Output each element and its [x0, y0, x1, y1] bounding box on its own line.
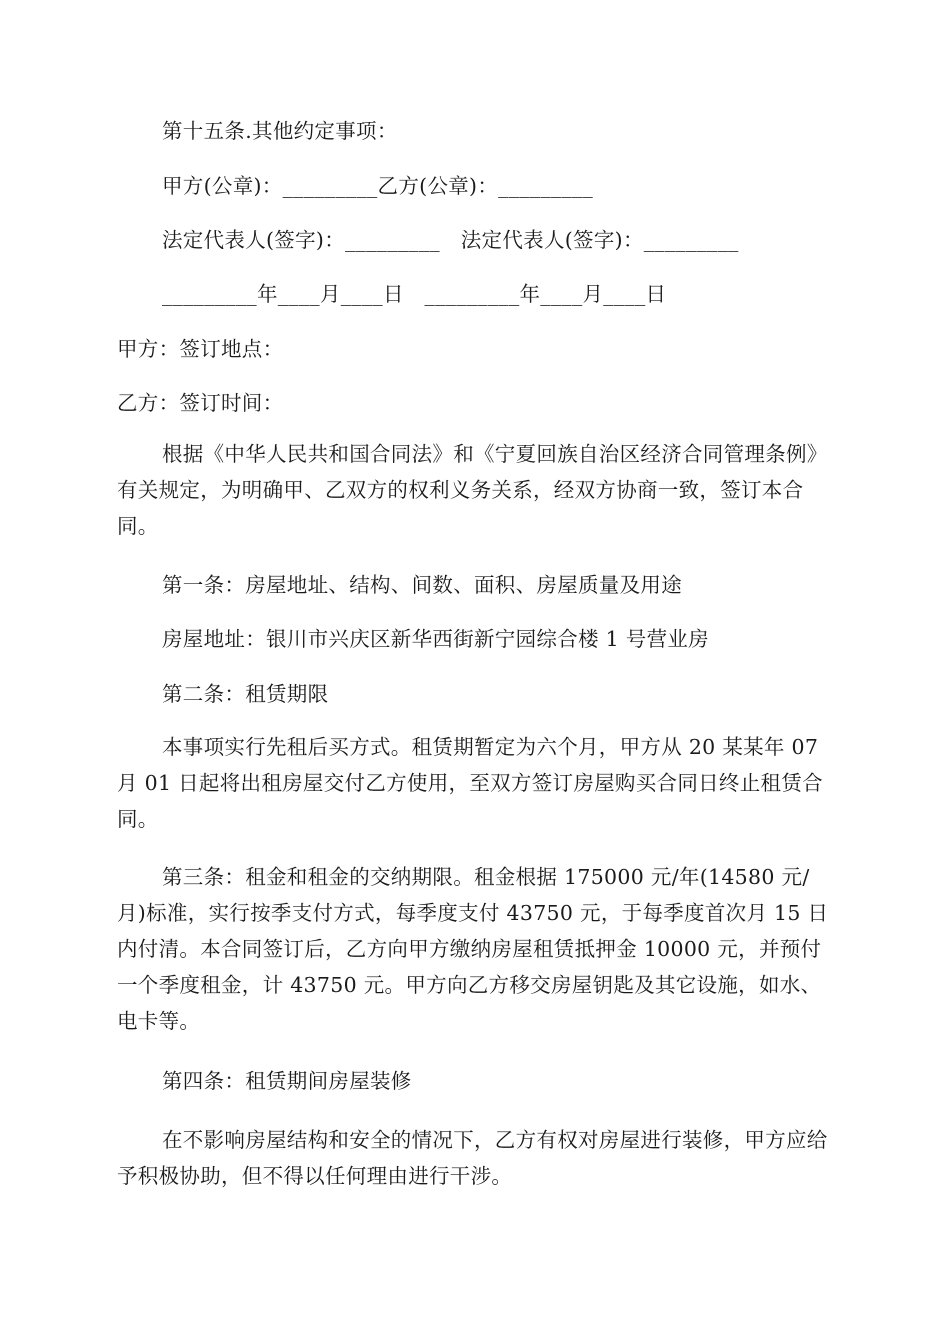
representative-signature-line: 法定代表人(签字)：_________ 法定代表人(签字)：_________: [162, 228, 739, 252]
party-b-signing-time: 乙方：签订时间：: [117, 391, 284, 415]
clause-4-heading: 第四条：租赁期间房屋装修: [162, 1069, 412, 1093]
clause-2-body: 本事项实行先租后买方式。租赁期暂定为六个月，甲方从 20 某某年 07 月 01 日起将出租房屋交付乙方使用，至双方签订房屋购买合同日终止租赁合同。: [117, 735, 823, 831]
property-address: 房屋地址：银川市兴庆区新华西街新宁园综合楼 1 号营业房: [162, 627, 709, 651]
clause-4-body: 在不影响房屋结构和安全的情况下，乙方有权对房屋进行装修，甲方应给予积极协助，但不得以任何理由进行干涉。: [117, 1128, 828, 1188]
clause-2-heading: 第二条：租赁期限: [162, 682, 329, 706]
clause-15-heading: 第十五条.其他约定事项：: [162, 119, 398, 143]
date-line: _________年____月____日 _________年____月____日: [162, 282, 667, 306]
clause-3-body: 第三条：租金和租金的交纳期限。租金根据 175000 元/年(14580 元/月)标准，实行按季支付方式，每季度支付 43750 元，于每季度首次月 15 日内付清。本合同签订后，乙方向甲方缴纳房屋租赁抵押金 10000 元，并预付一个季度租金，计 43750 元。甲方向乙方移交房屋钥匙及其它设施，如水、电卡等。: [117, 865, 829, 1033]
seal-line: 甲方(公章)：_________乙方(公章)：_________: [162, 174, 594, 198]
party-a-signing-place: 甲方：签订地点：: [117, 337, 284, 361]
preamble-paragraph: 根据《中华人民共和国合同法》和《宁夏回族自治区经济合同管理条例》有关规定，为明确甲、乙双方的权利义务关系，经双方协商一致，签订本合同。: [117, 442, 828, 538]
clause-1-heading: 第一条：房屋地址、结构、间数、面积、房屋质量及用途: [162, 573, 682, 597]
